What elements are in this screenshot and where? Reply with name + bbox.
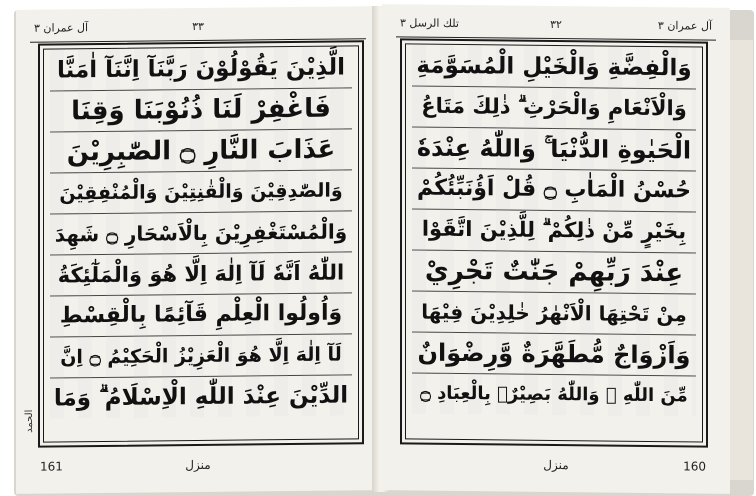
left-header-page-number: ۳۳ xyxy=(192,19,204,34)
verse-line xyxy=(412,85,696,130)
verse-line xyxy=(50,128,352,173)
verse-line xyxy=(412,167,696,212)
verse-line-text: وَاَزْوَاجٌ مُّطَهَّرَةٌ وَّرِضْوَانٌ xyxy=(417,338,691,369)
verse-line xyxy=(50,251,352,296)
verse-line-text: فَاغْفِرْ لَنَا ذُنُوْبَنَا وَقِنَا xyxy=(71,93,331,126)
right-text-frame xyxy=(400,38,708,447)
verse-line xyxy=(412,44,696,89)
verse-line xyxy=(412,290,696,335)
verse-line-text: حُسْنُ الْمَاٰبِ ۝ قُلْ اَؤُنَبِّئُكُمْ xyxy=(416,175,691,204)
verse-line-text: عِنْدَ رَبِّهِمْ جَنّٰتٌ تَجْرِيْ xyxy=(424,255,684,288)
verse-line xyxy=(50,333,352,378)
right-page-number: 160 xyxy=(683,459,706,474)
verse-line xyxy=(412,126,696,171)
left-side-mark: الحمد xyxy=(24,409,36,433)
verse-line xyxy=(50,210,352,255)
left-page-header xyxy=(30,16,366,43)
left-text-frame xyxy=(38,40,364,447)
verse-line xyxy=(412,372,696,416)
right-page-footer xyxy=(404,456,708,479)
verse-line xyxy=(50,169,352,214)
verse-line xyxy=(412,249,696,294)
verse-line xyxy=(412,331,696,376)
verse-line-text: بِخَيْرٍ مِّنْ ذٰلِكُمْ ۗ لِلَّذِيْنَ اتَّقَوْا xyxy=(421,216,687,244)
verse-line xyxy=(50,374,352,418)
verse-line-text: وَالْاَنْعَامِ وَالْحَرْثِ ۗ ذٰلِكَ مَتَاعُ xyxy=(421,93,687,121)
left-page xyxy=(16,6,380,494)
verse-line-text: مِنْ تَحْتِهَا الْاَنْهٰرُ خٰلِدِيْنَ فِيْهَا xyxy=(421,299,687,326)
right-header-left-text: تلك الرسل ۳ xyxy=(400,16,459,30)
verse-line-text: اللّٰهُ اَنَّهٗ لَآ اِلٰهَ اِلَّا هُوَ وَالْمَلٰٓئِكَةُ xyxy=(57,259,345,287)
verse-line-text: الْحَيٰوةِ الدُّنْيَا ۚ وَاللّٰهُ عِنْدَهٗ xyxy=(416,133,692,164)
verse-line-text: وَالْمُسْتَغْفِرِيْنَ بِالْاَسْحَارِ ۝ شَهِدَ xyxy=(54,218,348,246)
verse-line xyxy=(50,292,352,337)
verse-line-text: وَاُولُوا الْعِلْمِ قَآئِمًا بِالْقِسْطِ xyxy=(59,300,343,329)
verse-line-text: لَآ اِلٰهَ اِلَّا هُوَ الْعَزِيْزُ الْحَكِيْمُ ۝ اِنَّ xyxy=(60,342,342,368)
left-header-left-text: آل عمران ۳ xyxy=(34,21,89,35)
verse-line xyxy=(50,87,352,132)
left-text-frame-inner xyxy=(43,45,359,442)
verse-line-text: مِّنَ اللّٰهِ ۗ وَاللّٰهُ بَصِيْرٌۢ بِالْعِبَادِ ۝ xyxy=(420,382,688,407)
left-page-number: 161 xyxy=(40,459,63,474)
right-page xyxy=(382,4,730,494)
verse-line xyxy=(412,208,696,253)
right-header-right-text: آل عمران ۳ xyxy=(657,19,712,33)
verse-line-text: الَّذِيْنَ يَقُوْلُوْنَ رَبَّنَآ اِنَّنَآ اٰمَنَّا xyxy=(56,53,346,83)
verse-line-text: عَذَابَ النَّارِ ۝ الصّٰبِرِيْنَ xyxy=(66,134,336,167)
left-footer-manzil: منزل xyxy=(185,457,211,473)
right-footer-manzil: منزل xyxy=(543,457,569,473)
verse-line-text: وَالصّٰدِقِيْنَ وَالْقٰنِتِيْنَ وَالْمُنْفِقِيْنَ xyxy=(59,178,343,204)
verse-line-text: وَالْفِضَّةِ وَالْخَيْلِ الْمُسَوَّمَةِ xyxy=(416,52,692,81)
right-header-page-number: ۳۲ xyxy=(550,17,562,32)
verse-line-text: الدِّيْنَ عِنْدَ اللّٰهِ الْاِسْلَامُ ۗ وَمَا xyxy=(53,381,349,412)
left-page-footer xyxy=(38,456,358,479)
right-text-frame-inner xyxy=(405,43,703,442)
verse-line xyxy=(50,46,352,91)
right-page-header xyxy=(396,14,716,40)
